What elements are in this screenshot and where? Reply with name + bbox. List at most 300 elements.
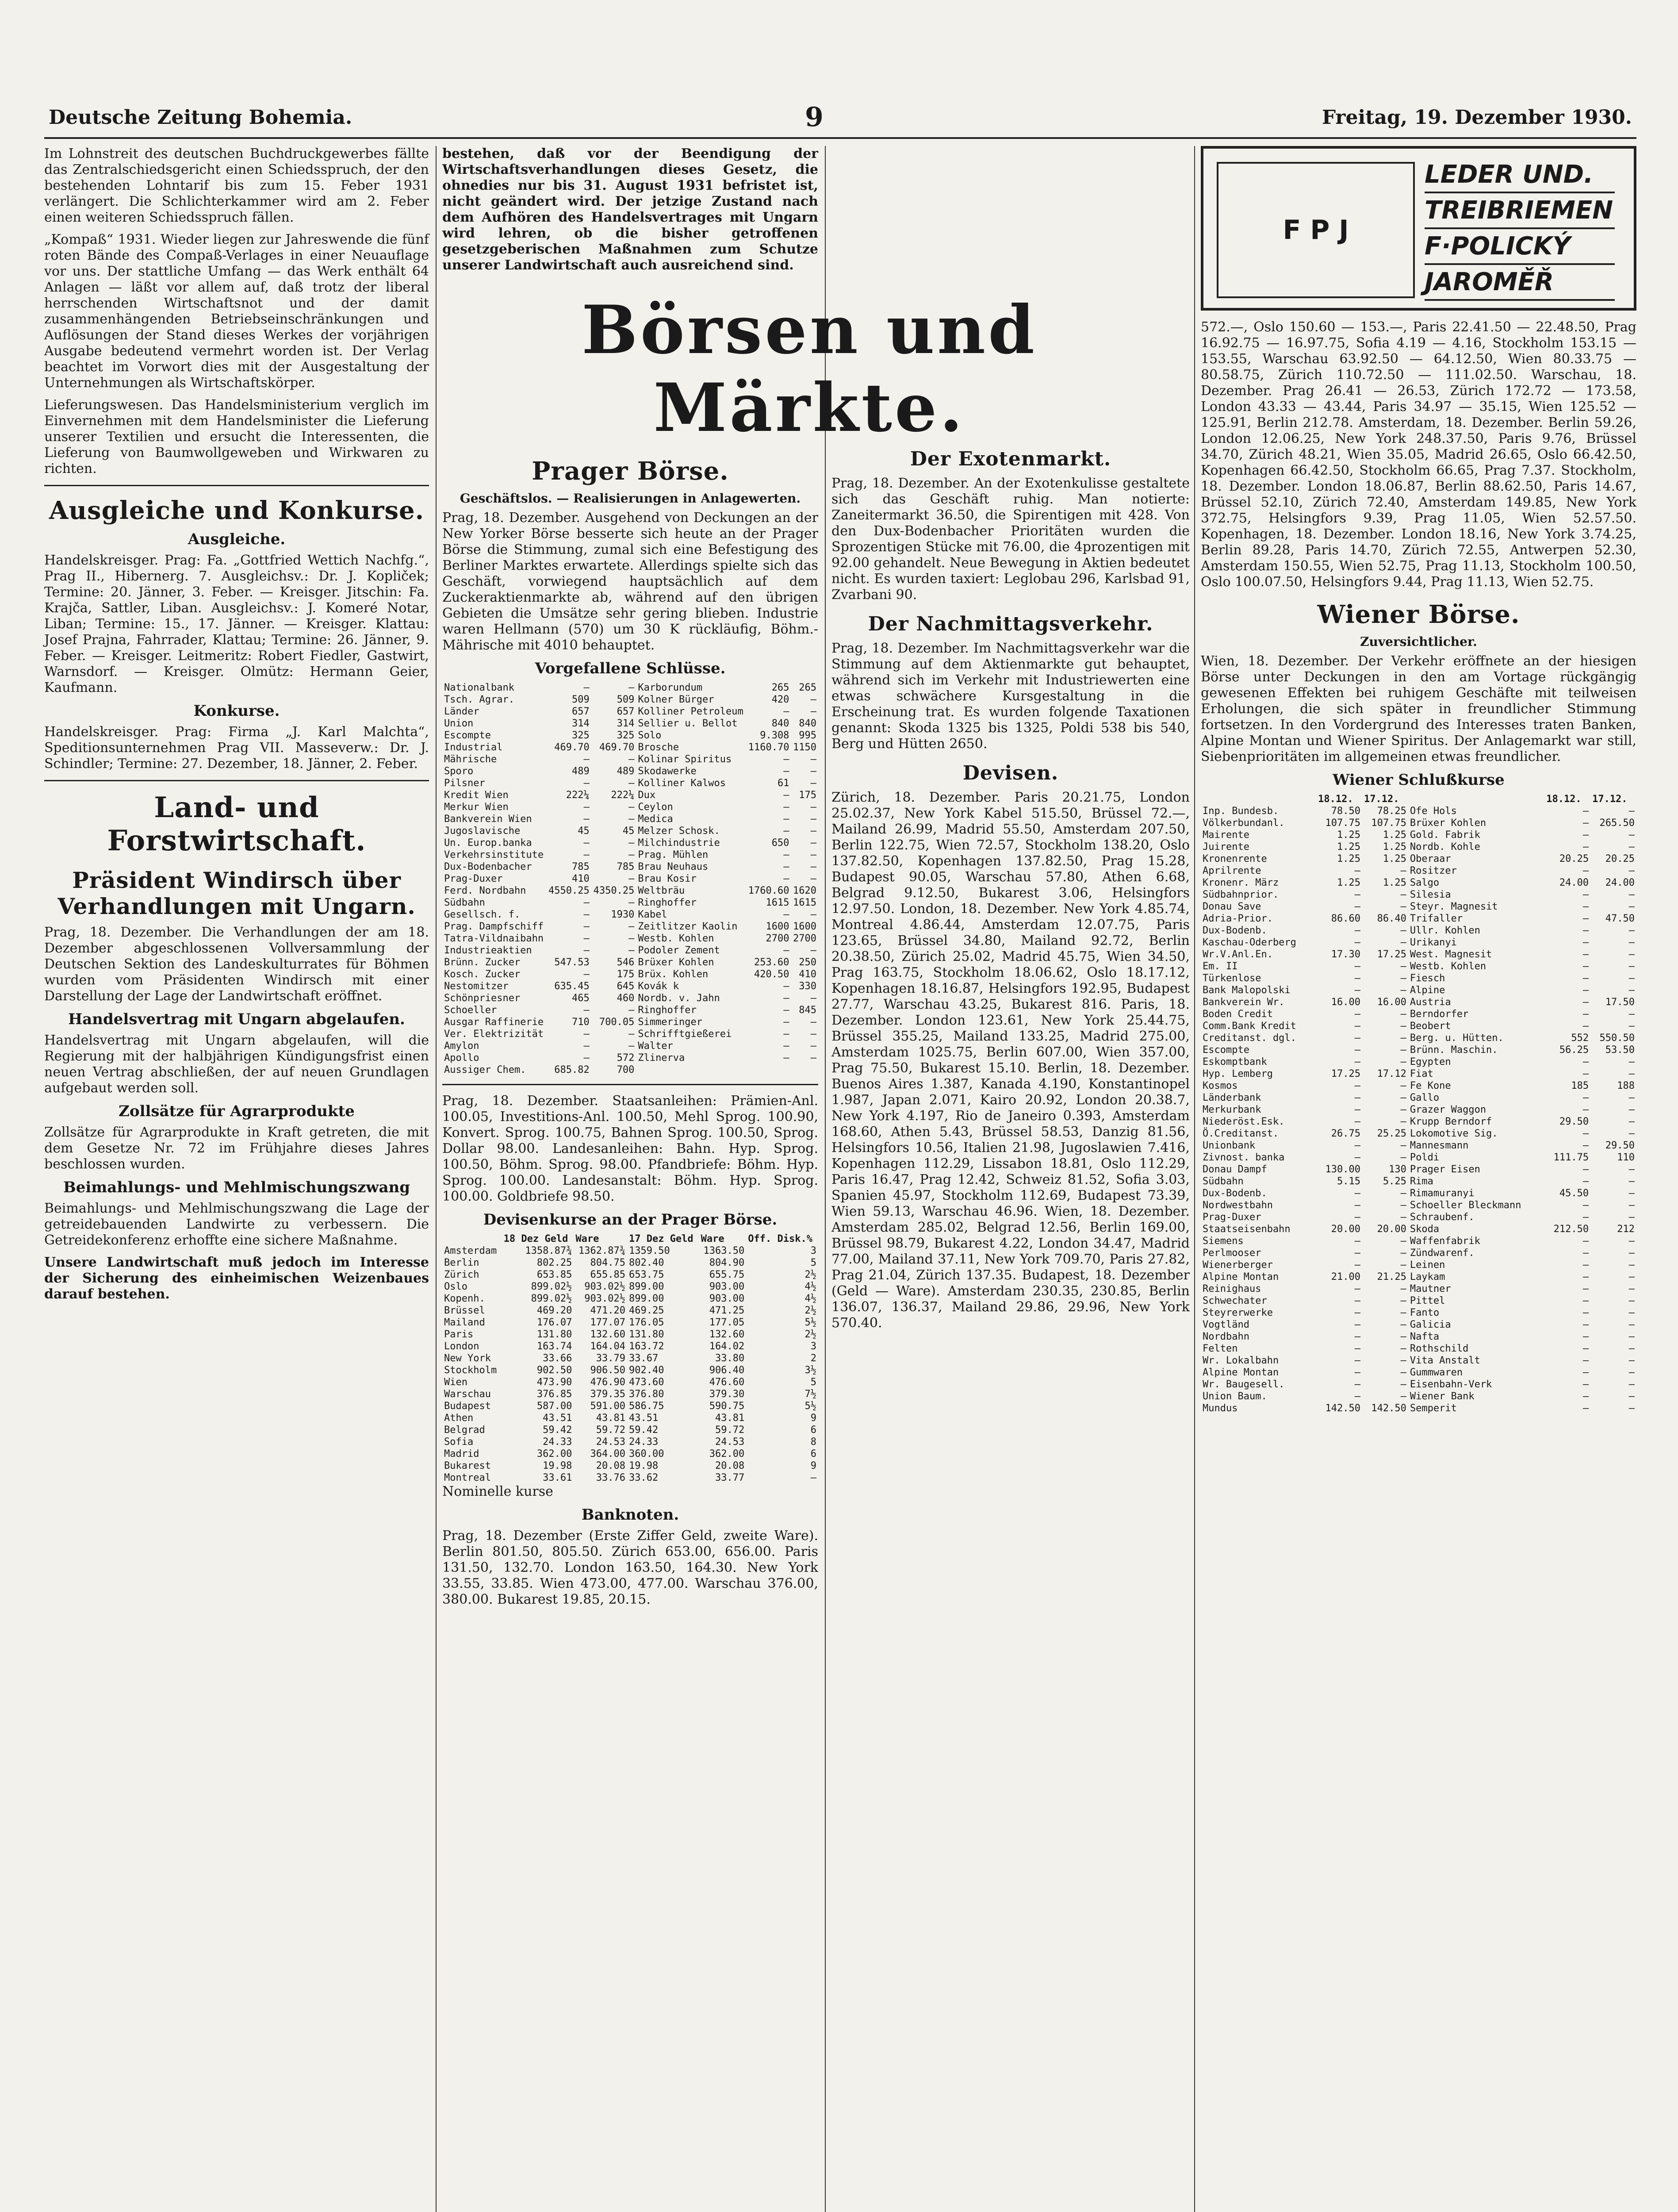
table-cell: — (1582, 901, 1589, 912)
newspaper-page (44, 102, 1636, 2212)
table-cell: — (1400, 1200, 1406, 1211)
table-cell: — (1628, 985, 1635, 996)
table-cell: Berlin (444, 1257, 479, 1268)
table-cell: — (1400, 865, 1406, 876)
table-cell: Völkerbundanl. (1203, 818, 1285, 829)
table-cell: Comm.Bank Kredit (1203, 1021, 1296, 1032)
table-cell: 509 (572, 694, 590, 705)
table-cell: 142.50 (1325, 1403, 1360, 1414)
table-cell: Schraubenf. (1410, 1212, 1475, 1223)
table-cell: Wr.V.Anl.En. (1203, 949, 1273, 960)
table-row (442, 718, 818, 730)
table-cell: 471.25 (709, 1305, 745, 1316)
page-number: 9 (805, 102, 824, 133)
table-row (442, 682, 818, 694)
table-cell: 410 (572, 873, 590, 884)
column-header: Ware (701, 1233, 724, 1244)
table-cell: 107.75 (1325, 818, 1360, 829)
table-cell: Schönpriesner (444, 993, 521, 1004)
table-row (442, 945, 818, 956)
table-cell: Grazer Waggon (1410, 1104, 1486, 1115)
table-cell: — (1582, 1056, 1589, 1068)
table-cell: Zlinerva (638, 1052, 685, 1064)
table-row (1201, 1068, 1636, 1080)
table-cell: Semperit (1410, 1403, 1457, 1414)
table-cell: 1.25 (1337, 853, 1360, 864)
table-cell: — (1400, 1391, 1406, 1402)
table-cell: Fe Kone (1410, 1080, 1451, 1091)
table-cell: 45 (622, 826, 635, 837)
table-cell: — (1628, 1164, 1635, 1175)
table-cell: Budapest (444, 1401, 491, 1412)
table-cell: — (1628, 1212, 1635, 1223)
table-row (442, 813, 818, 825)
table-cell: Steyrerwerke (1203, 1307, 1273, 1318)
table-row (1201, 1379, 1636, 1390)
table-row (1201, 1199, 1636, 1211)
table-cell: — (1582, 925, 1589, 936)
subhead: Beimahlungs- und Mehlmischungszwang (63, 1179, 410, 1196)
table-cell: 43.81 (715, 1413, 745, 1424)
table-cell: 657 (617, 706, 635, 717)
table-cell: Merkur Wien (444, 802, 509, 813)
table-cell: 176.05 (628, 1317, 664, 1328)
table-cell: Belgrad (444, 1425, 485, 1436)
table-cell: — (1400, 1319, 1406, 1330)
article-paragraph: Handelskreisger. Prag: Fa. „Gottfried Wettich Nachfg.“, Prag II., Hibernerg. 7. Ausgleichsv.: Dr. J. Kopliček; Termine: 20. Jänner, 3. Feber. — Kreisger. Jitschin: Fa. Krajča, Sattler, Liban. Ausgleichsv.: J. Komeré Notar, Liban; Termine: 15., 17. Jänner. — Kreisger. Klattau: Josef Prajna, Fahrrader, Klattau; Termine: 26. Jänner, 9. Feber. — Kreisger. Leitmeritz: Robert Fiedler, Gastwirt, Warnsdorf. — Kreisger. Olmütz: Hermann Geier, Kaufmann. (44, 553, 429, 695)
table-cell: — (1354, 1248, 1360, 1259)
table-cell: Kolliner Petroleum (638, 706, 743, 717)
table-cell: Ceylon (638, 802, 673, 813)
table-header-row (442, 1233, 818, 1245)
table-cell: — (1582, 1391, 1589, 1402)
table-cell: 163.74 (536, 1341, 572, 1352)
table-cell: — (810, 1017, 816, 1028)
table-cell: — (783, 945, 789, 956)
table-cell: — (783, 1052, 789, 1064)
table-row (442, 741, 818, 753)
table-cell: Madrid (444, 1448, 479, 1459)
table-cell: Kaschau-Oderberg (1203, 937, 1296, 948)
table-cell: 3½ (805, 1365, 816, 1376)
table-cell: 906.50 (590, 1365, 625, 1376)
table-cell: — (1582, 889, 1589, 900)
table-row (442, 921, 818, 933)
table-cell: 1362.87¾ (578, 1245, 625, 1256)
table-cell: Pilsner (444, 778, 485, 789)
table-cell: — (1354, 1331, 1360, 1342)
table-cell: — (628, 814, 635, 825)
table-cell: Kolliner Kalwos (638, 778, 726, 789)
table-row (442, 789, 818, 801)
table-cell: — (783, 826, 789, 837)
table-cell: — (1582, 1021, 1589, 1032)
table-cell: Prag. Dampfschiff (444, 921, 544, 932)
table-cell: Tsch. Agrar. (444, 694, 514, 705)
table-cell: Zündwarenf. (1410, 1248, 1475, 1259)
table-cell: 17.12 (1377, 1068, 1406, 1079)
table-cell: Perlmooser (1203, 1248, 1261, 1259)
table-cell: 1600 (766, 921, 789, 932)
table-row (1201, 972, 1636, 984)
table-cell: — (1354, 889, 1360, 900)
table-cell: — (1354, 1355, 1360, 1366)
table-cell: 2½ (805, 1305, 816, 1316)
table-cell: 2 (810, 1353, 816, 1364)
table-cell: — (583, 933, 590, 944)
table-cell: 59.72 (596, 1425, 625, 1436)
table-cell: 43.81 (596, 1413, 625, 1424)
table-cell: — (783, 861, 789, 872)
table-cell: 78.25 (1377, 806, 1406, 817)
table-cell: 700 (617, 1064, 635, 1075)
table-cell (636, 1064, 746, 1076)
table-cell: 253.60 (754, 957, 789, 968)
table-cell: — (1582, 1009, 1589, 1020)
table-header-row (1201, 793, 1636, 805)
table-cell: 2700 (766, 933, 789, 944)
table-cell: 61 (777, 778, 789, 789)
table-cell: Kovák k (638, 981, 679, 992)
table-cell: 5.25 (1383, 1176, 1406, 1187)
table-cell: 845 (799, 1005, 816, 1016)
column-header (442, 1233, 502, 1245)
table-cell: Donau Save (1203, 901, 1261, 912)
table-cell: — (783, 790, 789, 801)
table-cell: — (1628, 1331, 1635, 1342)
table-cell: — (1582, 1260, 1589, 1271)
table-cell: 59.42 (628, 1425, 659, 1436)
table-cell: 24.00 (1605, 877, 1635, 888)
table-cell: Milchindustrie (638, 837, 720, 849)
table-row (442, 1388, 818, 1400)
table-cell: Wr. Baugesell. (1203, 1379, 1285, 1390)
table-cell: — (1354, 1200, 1360, 1211)
table-cell: Zeitlitzer Kaolin (638, 921, 738, 932)
table-cell: Südbahn (444, 897, 485, 908)
table-cell: — (1400, 1379, 1406, 1390)
table-cell: 2½ (805, 1269, 816, 1280)
table-cell: — (1628, 1128, 1635, 1139)
table-cell: — (1628, 1056, 1635, 1068)
article-paragraph: 572.—, Oslo 150.60 — 153.—, Paris 22.41.50 — 22.48.50, Prag 16.92.75 — 16.97.75, Sofia 4.19 — 4.16, Stockholm 153.15 — 153.55, Warschau 63.92.50 — 64.12.50, Wien 80.33.75 — 80.58.75, Zürich 110.72.50 — 111.02.50. Warschau, 18. Dezember. Prag 26.41 — 26.53, Zürich 172.72 — 173.58, London 43.33 — 43.44, Paris 34.97 — 35.15, Wien 125.52 — 125.91, Berlin 212.78. Amsterdam, 18. Dezember. Berlin 59.26, London 12.06.25, New York 248.37.50, Paris 9.76, Brüssel 34.70, Zürich 48.21, Wien 35.05, Madrid 26.65, Oslo 66.42.50, Kopenhagen 66.42.50, Stockholm 66.65, Prag 7.37. Stockholm, 18. Dezember. London 18.06.87, Berlin 88.62.50, Paris 14.67, Brüssel 52.10, Zürich 72.40, Amsterdam 149.85, New York 372.75, Helsingfors 9.39, Prag 11.05, Wien 52.57.50. Kopenhagen, 18. Dezember. London 18.16, New York 3.74.25, Berlin 89.28, Paris 14.70, Zürich 72.55, Antwerpen 52.30, Amsterdam 150.55, Wien 52.75, Prag 11.13, Stockholm 100.50, Oslo 100.07.50, Helsingfors 9.44, Prag 11.13, Wien 52.75. (1201, 319, 1636, 590)
article-paragraph: Prag, 18. Dezember (Erste Ziffer Geld, zweite Ware). Berlin 801.50, 805.50. Zürich 653.00, 656.00. Paris 131.50, 132.70. London 163.50, 164.30. New York 33.55, 33.85. Wien 473.00, 477.00. Warschau 376.00, 380.00. Bukarest 19.85, 20.15. (442, 1528, 818, 1607)
table-cell: 250 (799, 957, 816, 968)
table-cell: — (1354, 1033, 1360, 1044)
column-header: 17.12. (1592, 794, 1628, 805)
table-cell: — (1628, 949, 1635, 960)
page-header (44, 102, 1636, 139)
table-cell: 130 (1389, 1164, 1406, 1175)
divider (44, 780, 429, 781)
table-cell: — (1354, 1283, 1360, 1294)
article-paragraph: Zürich, 18. Dezember. Paris 20.21.75, London 25.02.37, New York Kabel 515.50, Brüssel 72.—, Mailand 26.99, Madrid 55.50, Amsterdam 207.50, Berlin 122.75, Wien 72.57, Stockholm 138.20, Oslo 137.82.50, Kopenhagen 137.82.50, Prag 15.28, Budapest 90.05, Warschau 57.80, Athen 6.68, Belgrad 9.12.50, Bukarest 3.06, Helsingfors 12.97.50. London, 18. Dezember. New York 4.85.74, Montreal 4.86.44, Amsterdam 12.07.75, Paris 123.65, Brüssel 34.80, Mailand 92.72, Berlin 20.38.50, Zürich 25.02, Madrid 45.75, Wien 34.50, Prag 163.75, Stockholm 18.06.62, Oslo 18.17.12, Kopenhagen 18.16.87, Helsingfors 192.95, Budapest 27.77, Warschau 43.25, Bukarest 816. Paris, 18. Dezember. London 123.61, New York 25.44.75, Brüssel 355.25, Mailand 133.25, Madrid 275.00, Amsterdam 1025.75, Berlin 607.00, Wien 357.00, Prag 75.50, Bukarest 15.10. Berlin, 18. Dezember. Buenos Aires 1.387, Kanada 4.190, Konstantinopel 1.987, Japan 2.071, Kairo 20.92, London 20.38.7, New York 4.197, Rio de Janeiro 0.393, Amsterdam 168.60, Athen 5.43, Brüssel 58.53, Danzig 81.56, Helsingfors 10.56, Italien 21.98, Jugoslawien 7.416, Kopenhagen 112.29, Lissabon 18.81, Oslo 112.29, Paris 16.47, Prag 12.42, Schweiz 81.52, Sofia 3.03, Spanien 45.97, Stockholm 112.69, Budapest 73.39, Wien 59.13, Warschau 46.96. Wien, 18. Dezember. Amsterdam 285.02, Belgrad 12.56, Berlin 169.00, Brüssel 98.79, Bukarest 4.22, London 34.47, Madrid 77.00, Mailand 37.11, New York 709.70, Paris 27.82, Prag 21.04, Zürich 137.35. Budapest, 18. Dezember (Geld — Ware). Amsterdam 230.35, 230.85, Berlin 136.07, 136.37, Mailand 29.86, 29.96, New York 570.40. (831, 790, 1190, 1331)
table-row (442, 1257, 818, 1269)
table-cell: — (1582, 1355, 1589, 1366)
table-cell: Nationalbank (444, 682, 514, 693)
table-cell: Bank Malopolski (1203, 985, 1291, 996)
table-cell: — (1400, 1045, 1406, 1056)
table-cell: Oberaar (1410, 853, 1451, 864)
table-cell: — (1400, 1236, 1406, 1247)
column-header: 17 Dez Geld (628, 1233, 693, 1244)
table-cell: Industrial (444, 742, 503, 753)
table-cell: — (810, 814, 816, 825)
table-cell: Staatseisenbahn (1203, 1224, 1291, 1235)
table-cell: Mautner (1410, 1283, 1451, 1294)
table-cell: — (1354, 925, 1360, 936)
table-cell: 107.75 (1371, 818, 1406, 829)
table-cell: 265.50 (1599, 818, 1635, 829)
table-cell: Eskomptbank (1203, 1056, 1267, 1068)
table-cell: 509 (617, 694, 635, 705)
table-cell: — (1628, 1248, 1635, 1259)
table-cell: Inp. Bundesb. (1203, 806, 1279, 817)
table-cell: 188 (1617, 1080, 1635, 1091)
table-cell: 29.50 (1605, 1140, 1635, 1151)
table-cell: — (810, 945, 816, 956)
table-cell: — (1628, 1295, 1635, 1306)
table-cell: — (1400, 1260, 1406, 1271)
table-row (1201, 889, 1636, 901)
table-cell: — (1400, 1307, 1406, 1318)
table-row (442, 1305, 818, 1317)
table-cell: 4550.25 (548, 885, 590, 896)
table-row (442, 897, 818, 909)
table-cell: — (1354, 1080, 1360, 1091)
table-cell: 110 (1617, 1152, 1635, 1163)
table-row (1201, 1247, 1636, 1259)
table-cell: — (628, 849, 635, 860)
table-cell: 25.25 (1377, 1128, 1406, 1139)
table-cell: — (1628, 1283, 1635, 1294)
table-row (442, 825, 818, 837)
column-3 (831, 438, 1190, 2212)
table-cell: Dux-Bodenb. (1203, 925, 1267, 936)
table-cell: — (1582, 1236, 1589, 1247)
table-cell: 995 (799, 730, 816, 741)
table-row (1201, 1259, 1636, 1271)
table-cell: — (1628, 1068, 1635, 1079)
table-cell: 489 (572, 766, 590, 777)
table-cell: Gesellsch. f. (444, 909, 521, 920)
table-cell: — (628, 933, 635, 944)
table-cell: — (810, 706, 816, 717)
table-cell: Beobert (1410, 1021, 1451, 1032)
table-row (1201, 1355, 1636, 1367)
ad-line: F·POLICKÝ (1425, 229, 1615, 265)
table-cell: 16.00 (1377, 997, 1406, 1008)
table-cell: 1615 (793, 897, 816, 908)
table-cell: — (1582, 1343, 1589, 1354)
table-cell: 587.00 (536, 1401, 572, 1412)
article-paragraph: Unsere Landwirtschaft muß jedoch im Interesse der Sicherung des einheimischen Weizenbaues darauf bestehen. (44, 1255, 429, 1302)
table-row (442, 968, 818, 980)
table-cell: Podoler Zement (638, 945, 720, 956)
table-cell: — (1628, 961, 1635, 972)
table-row (1201, 829, 1636, 841)
article-paragraph: Wien, 18. Dezember. Der Verkehr eröffnete an der hiesigen Börse unter Deckungen in den am Vortage rückgängig gewesenen Effekten bei ruhigem Geschäfte mit teilweisen Erholungen, die sich später in freundlicher Stimmung fortsetzen. In den Vordergrund des Interesses traten Banken, Alpine Montan und Wiener Spiritus. Der Anlagemarkt war still, Siebenprioritäten im allgemeinen etwas freundlicher. (1201, 653, 1636, 764)
table-cell: Lokomotive Sig. (1410, 1128, 1498, 1139)
table-cell: — (810, 861, 816, 872)
table-row (1201, 805, 1636, 817)
subsection-label: Konkurse. (193, 702, 280, 720)
table-row (1201, 817, 1636, 829)
table-cell: 4½ (805, 1281, 816, 1292)
table-cell: 130.00 (1325, 1164, 1360, 1175)
table-cell: — (1354, 1212, 1360, 1223)
table-cell: Austria (1410, 997, 1451, 1008)
table-cell: Urikanyi (1410, 937, 1457, 948)
table-cell: Paris (444, 1329, 474, 1340)
column-header: 18 Dez Geld (503, 1233, 568, 1244)
table-row (1201, 1116, 1636, 1128)
column-4 (1201, 146, 1636, 2212)
table-cell: Zivnost. banka (1203, 1152, 1285, 1163)
table-cell: 131.80 (628, 1329, 664, 1340)
table-cell: 265 (799, 682, 816, 693)
table-cell: 9.308 (760, 730, 789, 741)
table-cell: — (1628, 901, 1635, 912)
table-cell: 785 (572, 861, 590, 872)
section-title: Prager Börse. (532, 457, 729, 486)
table-cell: 552 (1571, 1033, 1589, 1044)
table-cell: — (1582, 1331, 1589, 1342)
table-cell: Juirente (1203, 841, 1249, 853)
table-cell: Apollo (444, 1052, 479, 1064)
table-cell: — (1628, 1355, 1635, 1366)
table-cell: — (583, 778, 590, 789)
table-cell: 420 (771, 694, 789, 705)
table-row (1201, 1295, 1636, 1307)
table-cell: — (1400, 1056, 1406, 1068)
table-cell: — (1354, 1295, 1360, 1306)
column-header: Ware (575, 1233, 599, 1244)
table-cell: — (1582, 1367, 1589, 1378)
table-cell: — (1628, 1021, 1635, 1032)
table-cell: — (1400, 1283, 1406, 1294)
table-cell: 45 (578, 826, 590, 837)
section-title: Der Exotenmarkt. (910, 448, 1111, 470)
table-cell: Montreal (444, 1472, 491, 1483)
table-cell: — (583, 802, 590, 813)
table-cell: 142.50 (1371, 1403, 1406, 1414)
table-cell: — (1400, 901, 1406, 912)
table-cell (791, 1064, 818, 1076)
table-cell: Union Baum. (1203, 1391, 1267, 1402)
table-cell: — (628, 873, 635, 884)
table-cell: 163.72 (628, 1341, 664, 1352)
table-cell: Ver. Elektrizität (444, 1029, 544, 1040)
table-cell: Schrifftgießerei (638, 1029, 732, 1040)
table-cell: 177.05 (709, 1317, 745, 1328)
table-cell: Gold. Fabrik (1410, 830, 1480, 841)
table-cell: Mährische (444, 754, 497, 765)
table-cell: 572 (617, 1052, 635, 1064)
table-cell: 1160.70 (748, 742, 789, 753)
table-cell: 222¼ (611, 790, 635, 801)
table-cell: — (1400, 961, 1406, 972)
article-paragraph: bestehen, daß vor der Beendigung der Wirtschaftsverhandlungen dieses Gesetz, die ohnedies nur bis 31. August 1931 befristet ist, nicht geändert wird. Der jetzige Zustand nach dem Aufhören des Handelsvertrages mit Ungarn wird lehren, ob die bisher getroffenen gesetzgeberischen Maßnahmen zum Schutze unserer Landwirtschaft auch ausreichend sind. (442, 146, 818, 273)
subhead: Zollsätze für Agrarprodukte (119, 1102, 355, 1120)
table-cell: 212.50 (1553, 1224, 1589, 1235)
table-cell: — (583, 897, 590, 908)
table-cell: Brau Neuhaus (638, 861, 709, 872)
table-cell: — (1354, 1391, 1360, 1402)
table-cell: 5.15 (1337, 1176, 1360, 1187)
table-cell: 546 (617, 957, 635, 968)
table-cell: Leinen (1410, 1260, 1445, 1271)
table-cell: — (810, 802, 816, 813)
table-cell: 1.25 (1337, 877, 1360, 888)
article-paragraph: Prag, 18. Dezember. Ausgehend von Deckungen an der New Yorker Börse besserte sich heute an der Prager Börse die Stimmung, zumal sich eine Befestigung des Berliner Marktes erwartete. Allerdings spielte sich das Geschäft, vorwiegend hauptsächlich auf dem Zuckeraktienmarkte ab, während auf den übrigen Gebieten die Umsätze sehr gering blieben. Industrie waren Hellmann (570) um 30 K rückläufig, Böhm.-Mährische mit 4010 behauptet. (442, 510, 818, 653)
table-title: Banknoten. (581, 1506, 679, 1524)
table-title: Wiener Schlußkurse (1333, 771, 1505, 789)
table-row (1201, 1080, 1636, 1092)
masthead-left: Deutsche Zeitung Bohemia. (49, 106, 352, 129)
table-cell: Länder (444, 706, 479, 717)
table-cell: 379.35 (590, 1389, 625, 1400)
table-cell: 19.98 (628, 1460, 659, 1471)
table-cell: — (783, 1041, 789, 1052)
table-cell: 379.30 (709, 1389, 745, 1400)
table-cell: — (583, 682, 590, 693)
table-cell: 24.33 (543, 1436, 572, 1448)
table-cell: 1358.87¾ (525, 1245, 572, 1256)
table-cell: 86.40 (1377, 913, 1406, 924)
table-cell: Türkenlose (1203, 973, 1261, 984)
table-cell: Tatra-Vildnaibahn (444, 933, 544, 944)
table-cell: 653.85 (536, 1269, 572, 1280)
table-cell: 6 (810, 1425, 816, 1436)
table-row (442, 1269, 818, 1281)
table-cell: — (783, 1029, 789, 1040)
table-cell: — (1400, 1152, 1406, 1163)
table-cell: — (1628, 1403, 1635, 1414)
column-header: 18.12. (1546, 794, 1582, 805)
table-row (442, 694, 818, 706)
table-cell: — (1400, 1104, 1406, 1115)
table-cell: Hyp. Lemberg (1203, 1068, 1273, 1079)
divider (44, 485, 429, 486)
table-cell: Bukarest (444, 1460, 491, 1471)
table-row (442, 909, 818, 921)
table-cell: — (1582, 1092, 1589, 1103)
table-cell: — (1628, 1104, 1635, 1115)
table-row (1201, 1307, 1636, 1319)
table-cell: Union (444, 718, 474, 729)
table-cell: — (583, 1005, 590, 1016)
table-cell: 1930 (611, 909, 635, 920)
table-cell: Athen (444, 1413, 474, 1424)
table-cell: — (1582, 1104, 1589, 1115)
table-cell: — (1628, 925, 1635, 936)
table-row (442, 873, 818, 885)
table-cell: 471.20 (590, 1305, 625, 1316)
table-cell: 899.00 (628, 1293, 664, 1304)
table-cell: Südbahn (1203, 1176, 1244, 1187)
table-cell: — (1354, 1009, 1360, 1020)
table-cell: — (1582, 1403, 1589, 1414)
section-title: Ausgleiche und Konkurse. (49, 496, 425, 525)
table-cell: — (783, 802, 789, 813)
devisen-table (442, 1233, 818, 1484)
table-cell: 24.53 (596, 1436, 625, 1448)
table-row (442, 933, 818, 945)
table-cell: — (1354, 1021, 1360, 1032)
table-cell: — (628, 1005, 635, 1016)
table-cell: Solo (638, 730, 662, 741)
